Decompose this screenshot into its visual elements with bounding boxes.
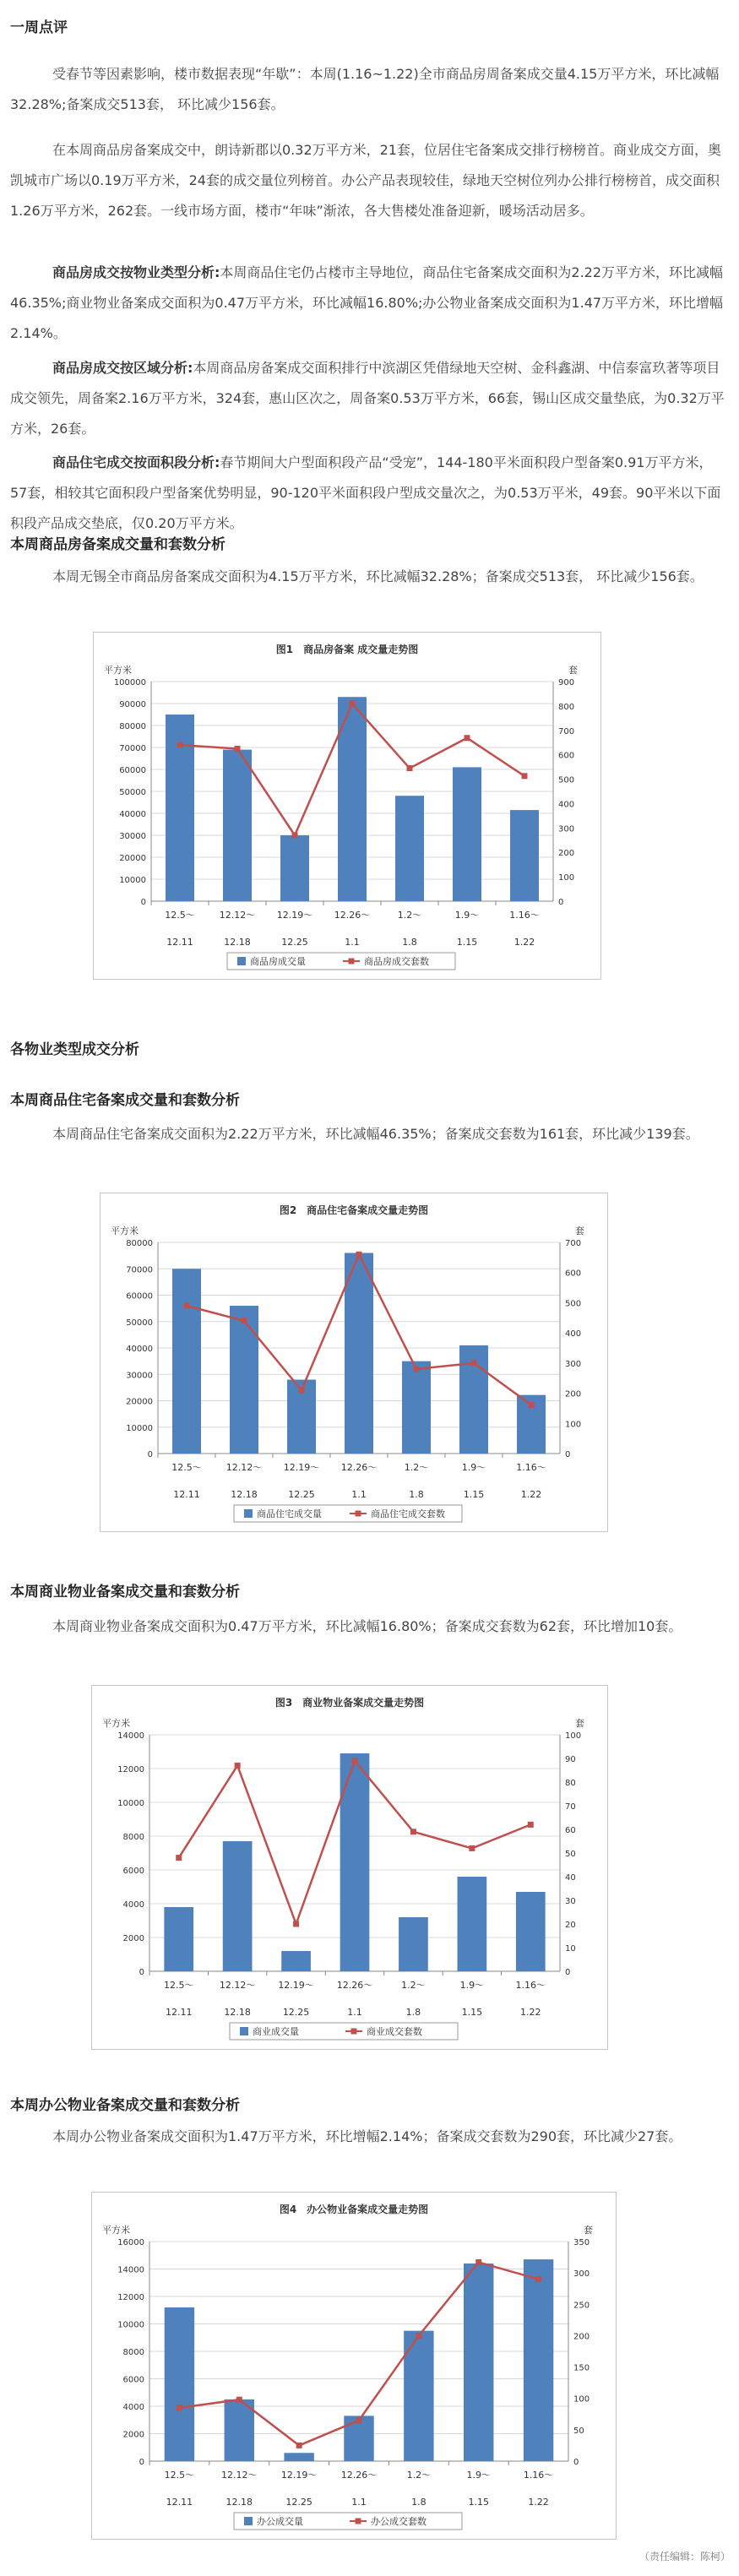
- bar: [340, 1753, 370, 1971]
- x-tick-label: 1.2～: [404, 1462, 429, 1473]
- line-point: [410, 1829, 416, 1834]
- x-tick-label: 1.2～: [397, 910, 422, 921]
- y2-tick-label: 400: [565, 1329, 582, 1340]
- y-tick-label: 60000: [119, 766, 146, 775]
- x-tick-label: 1.1: [347, 2007, 362, 2018]
- y2-tick-label: 200: [573, 2332, 590, 2342]
- y2-tick-label: 40: [565, 1873, 576, 1883]
- y-tick-label: 20000: [126, 1397, 153, 1407]
- y-tick-label: 10000: [119, 876, 146, 885]
- y-tick-label: 100000: [113, 678, 146, 687]
- x-tick-label: 1.9～: [466, 2470, 491, 2481]
- y2-tick-label: 50: [573, 2426, 584, 2436]
- x-tick-label: 1.16～: [515, 1980, 546, 1991]
- y2-tick-label: 150: [573, 2363, 590, 2373]
- legend-marker: [351, 2029, 357, 2035]
- x-tick-label: 12.12～: [221, 2470, 258, 2481]
- y2-tick-label: 80: [565, 1779, 576, 1788]
- y2-tick-label: 250: [573, 2301, 590, 2311]
- y-axis-label: 平方米: [102, 2225, 130, 2236]
- x-tick-label: 12.12～: [219, 1980, 256, 1991]
- paragraph: 本周无锡全市商品房备案成交面积为4.15万平方米，环比减幅32.28%；备案成交513套， 环比减少156套。: [52, 568, 704, 584]
- y2-tick-label: 0: [573, 2458, 579, 2467]
- y-tick-label: 10000: [117, 2320, 144, 2330]
- legend-marker: [349, 959, 355, 965]
- y2-tick-label: 600: [565, 1269, 582, 1279]
- x-tick-label: 12.5～: [171, 1462, 202, 1473]
- paragraph: 本周办公物业备案成交面积为1.47万平方米，环比增幅2.14%；备案成交套数为290套，环比减少27套。: [52, 2128, 682, 2144]
- y2-tick-label: 90: [565, 1755, 576, 1764]
- y-tick-label: 8000: [122, 2348, 144, 2357]
- section-heading: 各物业类型成交分析: [10, 1041, 139, 1058]
- y-tick-label: 2000: [122, 2430, 144, 2440]
- y-tick-label: 4000: [122, 1900, 144, 1910]
- y-tick-label: 50000: [119, 788, 146, 797]
- chart-1: [93, 632, 601, 980]
- legend-label: 商业成交套数: [367, 2026, 422, 2037]
- bar: [281, 1951, 311, 1971]
- x-tick-label: 12.12～: [219, 910, 256, 921]
- line-point: [235, 746, 241, 752]
- x-tick-label: 1.1: [345, 937, 360, 948]
- bar: [284, 2453, 313, 2461]
- bar: [172, 1269, 201, 1454]
- x-tick-label: 1.16～: [509, 910, 540, 921]
- y-axis-label: 平方米: [111, 1226, 139, 1236]
- y2-tick-label: 500: [558, 775, 575, 785]
- x-tick-label: 12.11: [165, 2007, 193, 2018]
- bar: [395, 796, 424, 901]
- editor-credit: （责任编辑：陈柯）: [638, 2551, 731, 2562]
- x-tick-label: 1.8: [402, 937, 417, 948]
- y-tick-label: 0: [140, 898, 146, 907]
- y2-tick-label: 100: [573, 2394, 590, 2405]
- y-tick-label: 14000: [117, 1731, 144, 1741]
- bar: [223, 750, 252, 901]
- y-tick-label: 80000: [119, 722, 146, 731]
- x-tick-label: 12.12～: [226, 1462, 263, 1473]
- review-heading: 一周点评: [10, 19, 68, 36]
- chart-svg: [92, 1686, 607, 2049]
- chart-title: 图1 商品房备案 成交量走势图: [275, 644, 419, 655]
- bar: [402, 1361, 431, 1454]
- y2-tick-label: 800: [558, 702, 575, 712]
- y-tick-label: 30000: [126, 1371, 153, 1381]
- chart-title: 图4 办公物业备案成交量走势图: [279, 2204, 429, 2215]
- line-point: [407, 765, 413, 771]
- x-tick-label: 1.9～: [461, 1462, 486, 1473]
- legend-label: 商品住宅成交套数: [371, 1508, 445, 1519]
- y-tick-label: 0: [139, 1968, 144, 1977]
- section-heading: 本周商品房备案成交量和套数分析: [10, 536, 226, 553]
- y-tick-label: 0: [147, 1450, 153, 1459]
- y-tick-label: 30000: [119, 832, 146, 841]
- line-point: [465, 735, 470, 741]
- y-tick-label: 14000: [117, 2265, 144, 2275]
- x-tick-label: 12.18: [224, 2007, 251, 2018]
- x-tick-label: 12.18: [226, 2497, 253, 2508]
- line-point: [177, 2405, 182, 2410]
- chart-svg: [94, 633, 600, 979]
- x-tick-label: 1.16～: [523, 2470, 554, 2481]
- legend-label: 商品住宅成交量: [257, 1508, 322, 1519]
- section-heading: 本周办公物业备案成交量和套数分析: [10, 2097, 240, 2114]
- bar: [464, 2264, 493, 2461]
- line-point: [475, 2259, 481, 2265]
- line-point: [535, 2276, 541, 2282]
- line-point: [356, 2417, 362, 2423]
- bar: [164, 1907, 193, 1971]
- bar: [280, 835, 309, 901]
- x-tick-label: 12.19～: [278, 1980, 314, 1991]
- y2-tick-label: 300: [573, 2269, 590, 2280]
- y2-tick-label: 200: [558, 849, 575, 859]
- section-heading: 本周商业物业备案成交量和套数分析: [10, 1584, 240, 1600]
- x-tick-label: 1.9～: [459, 1980, 485, 1991]
- x-tick-label: 12.5～: [165, 910, 195, 921]
- line-point: [242, 1318, 247, 1323]
- y-tick-label: 16000: [117, 2238, 144, 2247]
- x-tick-label: 1.2～: [406, 2470, 432, 2481]
- y2-tick-label: 0: [565, 1450, 571, 1459]
- y-tick-label: 2000: [122, 1934, 144, 1943]
- x-tick-label: 1.9～: [454, 910, 480, 921]
- legend-marker: [356, 1511, 361, 1517]
- x-tick-label: 1.2～: [401, 1980, 426, 1991]
- y2-tick-label: 700: [558, 726, 575, 736]
- paragraph: 本周商品住宅备案成交面积为2.22万平方米，环比减幅46.35%；备案成交套数为161套，环比减少139套。: [52, 1126, 699, 1142]
- line-point: [184, 1303, 190, 1309]
- y2-axis-label: 套: [584, 2225, 593, 2236]
- y2-tick-label: 30: [565, 1897, 576, 1906]
- x-tick-label: 12.26～: [340, 2470, 378, 2481]
- legend-swatch: [244, 2517, 253, 2525]
- legend-label: 商品房成交套数: [364, 956, 429, 967]
- legend-label: 办公成交量: [257, 2516, 303, 2527]
- line-point: [469, 1845, 475, 1851]
- y2-tick-label: 350: [573, 2238, 590, 2247]
- y2-axis-label: 套: [575, 1718, 584, 1729]
- x-tick-label: 1.1: [351, 1489, 367, 1500]
- x-tick-label: 1.1: [351, 2497, 367, 2508]
- chart-title: 图3 商业物业备案成交量走势图: [274, 1697, 425, 1709]
- x-tick-label: 12.18: [224, 937, 251, 948]
- line-point: [177, 742, 183, 748]
- legend-label: 办公成交套数: [371, 2516, 427, 2527]
- line-point: [528, 1822, 534, 1828]
- x-tick-label: 1.15: [461, 2007, 483, 2018]
- x-tick-label: 1.8: [405, 2007, 421, 2018]
- line-point: [235, 1763, 241, 1769]
- paragraph: 在本周商品房备案成交中，朗诗新郡以0.32万平方米，21套，位居住宅备案成交排行榜榜首。商业成交方面，奥凯城市广场以0.19万平方米，24套的成交量位列榜首。办公产品表现较佳，绿地天空树位列办公排行榜榜首，成交面积1.26万平方米，262套。一线市场方面，楼市“年味”渐浓，各大售楼处准备迎新，暖场活动居多。: [10, 142, 721, 219]
- y2-tick-label: 100: [565, 1731, 582, 1741]
- y-tick-label: 6000: [122, 1867, 144, 1876]
- x-tick-label: 1.15: [463, 1489, 485, 1500]
- y2-tick-label: 500: [565, 1299, 582, 1309]
- chart-svg: [92, 2193, 616, 2539]
- y2-tick-label: 10: [565, 1944, 576, 1954]
- line-point: [471, 1360, 477, 1366]
- bar: [230, 1306, 258, 1454]
- x-tick-label: 12.19～: [280, 2470, 318, 2481]
- bar: [165, 2307, 194, 2461]
- y-tick-label: 20000: [119, 854, 146, 863]
- legend-swatch: [244, 1509, 253, 1518]
- y-tick-label: 80000: [126, 1239, 153, 1248]
- bar: [345, 1253, 373, 1454]
- x-tick-label: 12.19～: [276, 910, 313, 921]
- y-tick-label: 90000: [119, 700, 146, 709]
- paragraph: 商品住宅成交按面积段分析:春节期间大户型面积段产品“受宠”，144-180平米面积段户型备案0.91万平方米，57套，相较其它面积段户型备案优势明显，90-120平米面积段户型成交量次之，为0.53万平米，49套。90平米以下面积段产品成交垫底，仅0.20万平方米。: [10, 454, 721, 531]
- y-axis-label: 平方米: [102, 1718, 130, 1729]
- x-tick-label: 12.26～: [336, 1980, 373, 1991]
- y2-tick-label: 0: [558, 898, 564, 907]
- x-tick-label: 12.18: [231, 1489, 258, 1500]
- chart-legend: [230, 2023, 458, 2040]
- legend-marker: [356, 2519, 361, 2524]
- paragraph: 商品房成交按区域分析:本周商品房备案成交面积排行中滨湖区凭借绿地天空树、金科鑫湖、中信泰富玖著等项目成交领先，周备案2.16万平方米，324套，惠山区次之，周备案0.53万平方米，66套，锡山区成交量垫底，为0.32万平方米，26套。: [10, 360, 725, 437]
- paragraph: 商品房成交按物业类型分析:本周商品住宅仍占楼市主导地位，商品住宅备案成交面积为2.22万平方米，环比减幅46.35%;商业物业备案成交面积为0.47万平方米，环比减幅16.80%;办公物业备案成交面积为1.47万平方米，环比增幅2.14%。: [10, 264, 724, 341]
- line-point: [416, 2333, 421, 2339]
- chart-legend: [234, 1505, 462, 1522]
- x-tick-label: 12.11: [173, 1489, 200, 1500]
- chart-legend: [227, 953, 455, 970]
- y-tick-label: 40000: [126, 1345, 153, 1354]
- line-point: [236, 2397, 242, 2403]
- y-tick-label: 50000: [126, 1318, 153, 1328]
- x-tick-label: 1.16～: [516, 1462, 546, 1473]
- x-tick-label: 12.11: [166, 2497, 193, 2508]
- x-tick-label: 1.15: [468, 2497, 489, 2508]
- x-tick-label: 1.22: [520, 2007, 541, 2018]
- x-tick-label: 12.25: [285, 2497, 312, 2508]
- y-tick-label: 6000: [122, 2375, 144, 2385]
- x-tick-label: 1.22: [513, 937, 535, 948]
- chart-title: 图2 商品住宅备案成交量走势图: [279, 1204, 429, 1216]
- x-tick-label: 12.5～: [164, 2470, 195, 2481]
- line-point: [356, 1252, 362, 1258]
- x-tick-label: 12.26～: [340, 1462, 378, 1473]
- y-tick-label: 4000: [122, 2403, 144, 2412]
- line-point: [529, 1402, 535, 1408]
- y-tick-label: 12000: [117, 1765, 144, 1774]
- line-point: [292, 833, 298, 839]
- bar: [524, 2259, 553, 2461]
- chart-svg: [101, 1193, 607, 1531]
- x-tick-label: 12.25: [282, 2007, 310, 2018]
- chart-4: [91, 2192, 617, 2540]
- bar: [223, 1841, 253, 1971]
- x-tick-label: 12.19～: [283, 1462, 320, 1473]
- bar: [510, 810, 539, 901]
- x-tick-label: 12.25: [288, 1489, 315, 1500]
- x-tick-label: 1.22: [520, 1489, 542, 1500]
- y-tick-label: 60000: [126, 1291, 153, 1302]
- y2-tick-label: 600: [558, 751, 575, 761]
- line-point: [296, 2443, 302, 2448]
- chart-2: [100, 1193, 608, 1532]
- line-point: [350, 701, 356, 707]
- y-tick-label: 70000: [119, 744, 146, 753]
- chart-legend: [234, 2513, 462, 2530]
- y-tick-label: 12000: [117, 2293, 144, 2302]
- bar: [458, 1877, 487, 1971]
- legend-label: 商业成交量: [253, 2026, 299, 2037]
- bar: [399, 1917, 428, 1971]
- y2-tick-label: 50: [565, 1850, 576, 1859]
- x-tick-label: 12.25: [281, 937, 308, 948]
- chart-3: [91, 1685, 608, 2050]
- y2-tick-label: 900: [558, 678, 575, 687]
- line-point: [522, 773, 528, 779]
- y2-tick-label: 200: [565, 1389, 582, 1399]
- y2-axis-label: 套: [568, 665, 578, 676]
- y-axis-label: 平方米: [104, 665, 132, 676]
- y2-tick-label: 700: [565, 1239, 582, 1248]
- x-tick-label: 12.5～: [163, 1980, 194, 1991]
- x-tick-label: 1.8: [411, 2497, 427, 2508]
- line-point: [414, 1367, 420, 1372]
- y-tick-label: 10000: [117, 1799, 144, 1808]
- bar: [516, 1892, 546, 1971]
- paragraph: 本周商业物业备案成交面积为0.47万平方米，环比减幅16.80%；备案成交套数为62套，环比增加10套。: [52, 1618, 682, 1634]
- legend-label: 商品房成交量: [250, 956, 306, 967]
- y2-tick-label: 60: [565, 1826, 576, 1835]
- line-point: [299, 1388, 305, 1394]
- y-tick-label: 40000: [119, 810, 146, 819]
- y-tick-label: 70000: [126, 1265, 153, 1275]
- y2-tick-label: 100: [558, 873, 575, 883]
- y2-tick-label: 300: [558, 824, 575, 834]
- y2-tick-label: 300: [565, 1359, 582, 1369]
- section-heading: 本周商品住宅备案成交量和套数分析: [10, 1092, 240, 1109]
- legend-swatch: [240, 2027, 248, 2035]
- y2-tick-label: 20: [565, 1921, 576, 1930]
- legend-swatch: [237, 957, 246, 965]
- x-tick-label: 1.15: [456, 937, 478, 948]
- x-tick-label: 12.26～: [334, 910, 371, 921]
- y-tick-label: 10000: [126, 1423, 153, 1433]
- y-tick-label: 0: [139, 2458, 144, 2467]
- x-tick-label: 1.8: [409, 1489, 424, 1500]
- y2-axis-label: 套: [575, 1226, 584, 1236]
- y2-tick-label: 400: [558, 800, 575, 810]
- line-point: [352, 1758, 358, 1764]
- bar: [453, 767, 481, 901]
- x-tick-label: 12.11: [166, 937, 193, 948]
- line-point: [293, 1921, 299, 1927]
- y-tick-label: 8000: [122, 1833, 144, 1842]
- x-tick-label: 1.22: [528, 2497, 549, 2508]
- y2-tick-label: 100: [565, 1420, 582, 1430]
- line-point: [176, 1855, 182, 1861]
- paragraph: 受春节等因素影响，楼市数据表现“年歇”：本周(1.16~1.22)全市商品房周备案成交量4.15万平方米，环比减幅32.28%;备案成交513套， 环比减少156套。: [10, 66, 720, 112]
- y2-tick-label: 70: [565, 1802, 576, 1812]
- y2-tick-label: 0: [565, 1968, 571, 1977]
